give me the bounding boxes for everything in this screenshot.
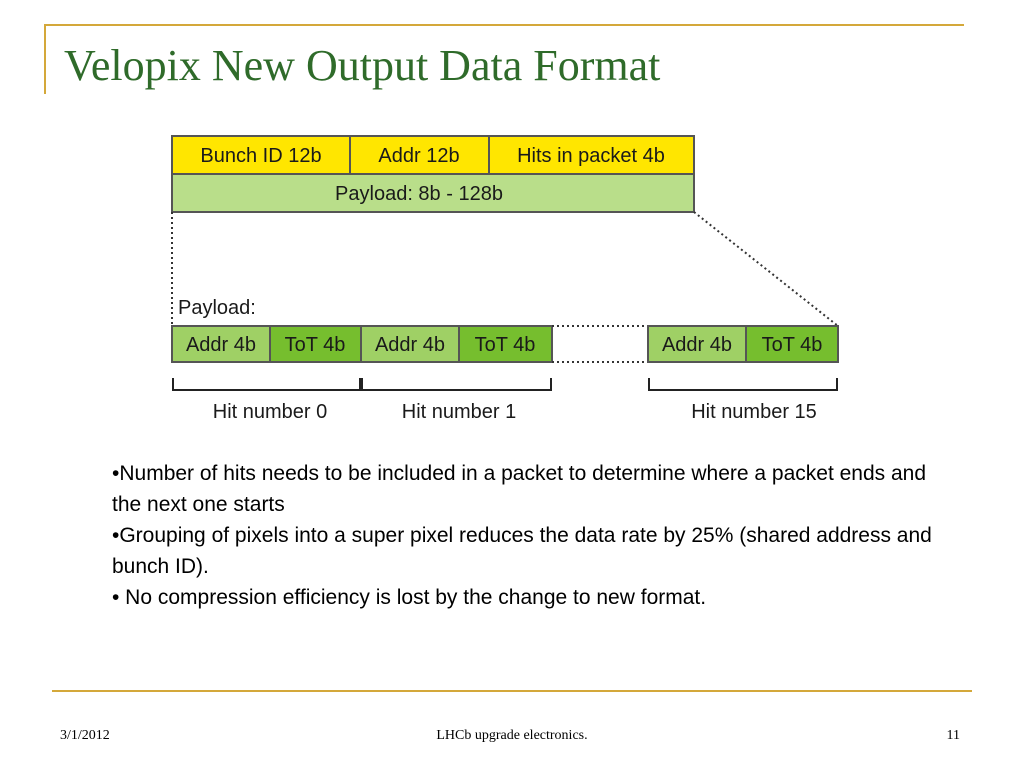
hit-number-1-label: Hit number 1 xyxy=(401,401,517,423)
bullet-item: • No compression efficiency is lost by the change to new format. xyxy=(112,586,707,609)
zoom-line-right xyxy=(694,212,838,326)
footer-date: 3/1/2012 xyxy=(60,728,110,743)
hit15-addr-label: Addr 4b xyxy=(661,334,733,356)
hit-number-15-label: Hit number 15 xyxy=(691,401,817,423)
payload-heading: Payload: xyxy=(178,297,256,319)
bullet-item: •Number of hits needs to be included in a packet to determine where a packet ends and the next one starts xyxy=(112,462,927,516)
slide-title: Velopix New Output Data Format xyxy=(64,41,661,90)
footer-divider xyxy=(52,690,972,692)
bracket-hit1 xyxy=(362,378,551,390)
bracket-hit0 xyxy=(173,378,360,390)
header-label-bunch-id: Bunch ID 12b xyxy=(200,145,322,167)
bracket-hit15 xyxy=(649,378,837,390)
hit0-tot-label: ToT 4b xyxy=(284,334,346,356)
hit-number-0-label: Hit number 0 xyxy=(212,401,328,423)
hit15-tot-label: ToT 4b xyxy=(761,334,823,356)
page-number: 11 xyxy=(946,728,960,743)
footer-caption: LHCb upgrade electronics. xyxy=(436,728,588,743)
hit0-addr-label: Addr 4b xyxy=(185,334,257,356)
hit1-tot-label: ToT 4b xyxy=(474,334,536,356)
header-label-hits: Hits in packet 4b xyxy=(517,145,665,167)
payload-bar-label: Payload: 8b - 128b xyxy=(335,183,503,205)
hit1-addr-label: Addr 4b xyxy=(374,334,446,356)
bullet-item: •Grouping of pixels into a super pixel reduces the data rate by 25% (shared address and bunch ID). xyxy=(112,524,932,578)
bullet-list xyxy=(112,458,932,613)
header-label-addr: Addr 12b xyxy=(378,145,460,167)
